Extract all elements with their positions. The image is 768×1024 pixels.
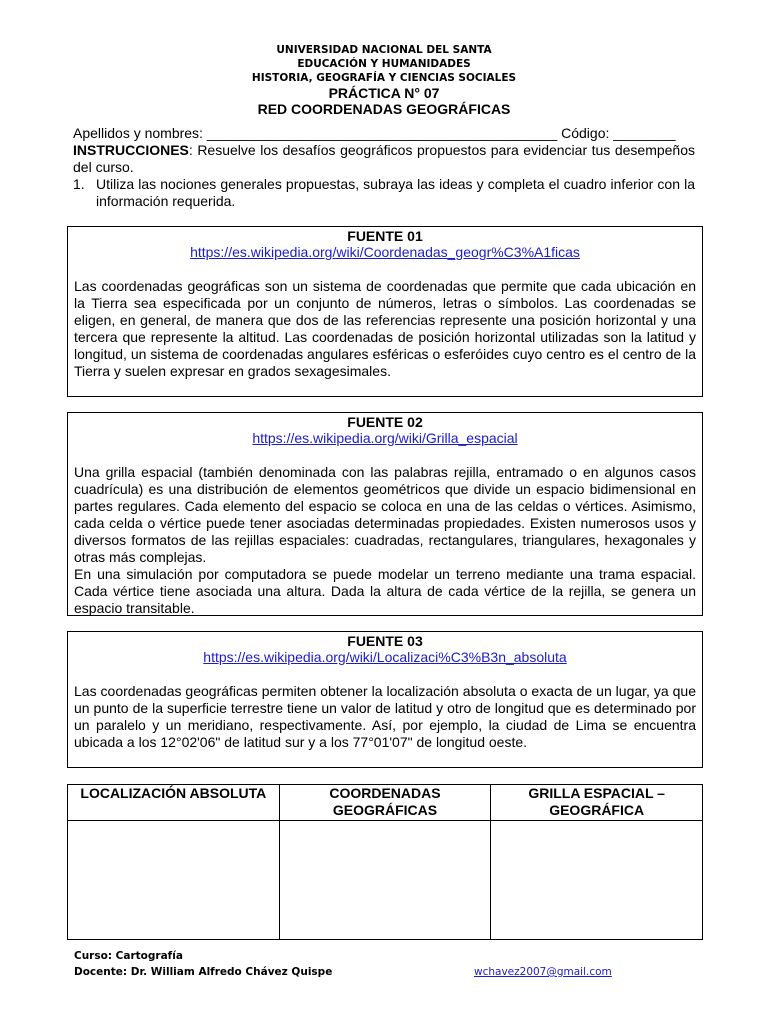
source-title: FUENTE 03 bbox=[347, 633, 423, 649]
source-box-2 bbox=[67, 412, 703, 616]
answer-cell-grilla[interactable] bbox=[491, 821, 703, 940]
table-header-cell: LOCALIZACIÓN ABSOLUTA bbox=[68, 785, 280, 821]
instruction-item bbox=[73, 176, 695, 210]
name-label: Apellidos y nombres: bbox=[73, 125, 207, 141]
university-name: UNIVERSIDAD NACIONAL DEL SANTA bbox=[276, 44, 492, 56]
table-header-row bbox=[68, 785, 703, 821]
source-title: FUENTE 01 bbox=[347, 228, 423, 244]
name-field[interactable]: _____________________________________________ bbox=[206, 125, 558, 141]
instructions bbox=[73, 142, 695, 176]
table-header-cell: COORDENADAS GEOGRÁFICAS bbox=[279, 785, 491, 821]
code-field[interactable]: ________ bbox=[613, 125, 676, 141]
item-text: Utiliza las nociones generales propuestas, subraya las ideas y completa el cuadro inferior con la información requerida. bbox=[96, 176, 695, 209]
email-link[interactable]: wchavez2007@gmail.com bbox=[474, 966, 612, 978]
program-name: HISTORIA, GEOGRAFÍA Y CIENCIAS SOCIALES bbox=[251, 72, 517, 84]
student-line bbox=[73, 125, 695, 142]
answer-cell-coordenadas[interactable] bbox=[279, 821, 491, 940]
course-name: Curso: Cartografía bbox=[74, 950, 183, 962]
instructions-label: INSTRUCCIONES bbox=[73, 142, 189, 158]
source-text: Una grilla espacial (también denominada con las palabras rejilla, entramado o en algunos casos cuadrícula) es una distribución de elementos geométricos que divide un espacio bidimensional en partes regulares. Cada elemento del espacio se coloca en una de las celdas o vértices. Asimismo, cada celda o vértice puede tener asociadas determinadas propiedades. Existen numerosos usos y diversos formatos de las rejillas espaciales: cuadradas, rectangulares, triangulares, hexagonales y otras más complejas. bbox=[74, 464, 696, 565]
answer-cell-localizacion[interactable] bbox=[68, 821, 280, 940]
source-text: Las coordenadas geográficas son un sistema de coordenadas que permite que cada ubicación en la Tierra sea especificada por un conjunto de números, letras o símbolos. Las coordenadas se eligen, en general, de manera que dos de las referencias represente una posición horizontal y una tercera que represente la altitud. Las coordenadas de posición horizontal utilizadas son la latitud y longitud, un sistema de coordenadas angulares esféricas o esferóides cuyo centro es el centro de la Tierra y suelen expresar en grados sexagesimales. bbox=[74, 278, 696, 379]
faculty-name: EDUCACIÓN Y HUMANIDADES bbox=[297, 58, 471, 70]
source-text-continued: En una simulación por computadora se puede modelar un terreno mediante una trama espacial. Cada vértice tiene asociada una altura. Dada la altura de cada vértice de la rejilla, se genera un espacio transitable. bbox=[74, 566, 696, 616]
footer bbox=[74, 948, 332, 980]
source-box-3 bbox=[67, 631, 703, 768]
source-title: FUENTE 02 bbox=[347, 414, 423, 430]
page-title: RED COORDENADAS GEOGRÁFICAS bbox=[257, 101, 511, 117]
item-number: 1. bbox=[73, 176, 85, 192]
source-text: Las coordenadas geográficas permiten obtener la localización absoluta o exacta de un lugar, ya que un punto de la superficie terrestre tiene un valor de latitud y otro de longitud que es determinado por un paralelo y un meridiano, respectivamente. Así, por ejemplo, la ciudad de Lima se encuentra ubicada a los 12°02'06" de latitud sur y a los 77°01'07" de longitud oeste. bbox=[74, 683, 696, 750]
practice-number: PRÁCTICA N° 07 bbox=[328, 85, 440, 101]
table-row bbox=[68, 821, 703, 940]
answer-table bbox=[67, 784, 703, 940]
table-header-cell: GRILLA ESPACIAL – GEOGRÁFICA bbox=[491, 785, 703, 821]
source-link[interactable]: https://es.wikipedia.org/wiki/Localizaci%C3%B3n_absoluta bbox=[203, 649, 567, 665]
code-label: Código: bbox=[557, 125, 614, 141]
document-header bbox=[0, 43, 768, 117]
source-box-1 bbox=[67, 226, 703, 397]
source-link[interactable]: https://es.wikipedia.org/wiki/Coordenadas_geogr%C3%A1ficas bbox=[190, 244, 580, 260]
instructions-text: : Resuelve los desafíos geográficos propuestos para evidenciar tus desempeños del curso. bbox=[73, 142, 695, 175]
teacher-name: Docente: Dr. William Alfredo Chávez Quispe bbox=[74, 966, 333, 978]
source-link[interactable]: https://es.wikipedia.org/wiki/Grilla_espacial bbox=[252, 430, 518, 446]
